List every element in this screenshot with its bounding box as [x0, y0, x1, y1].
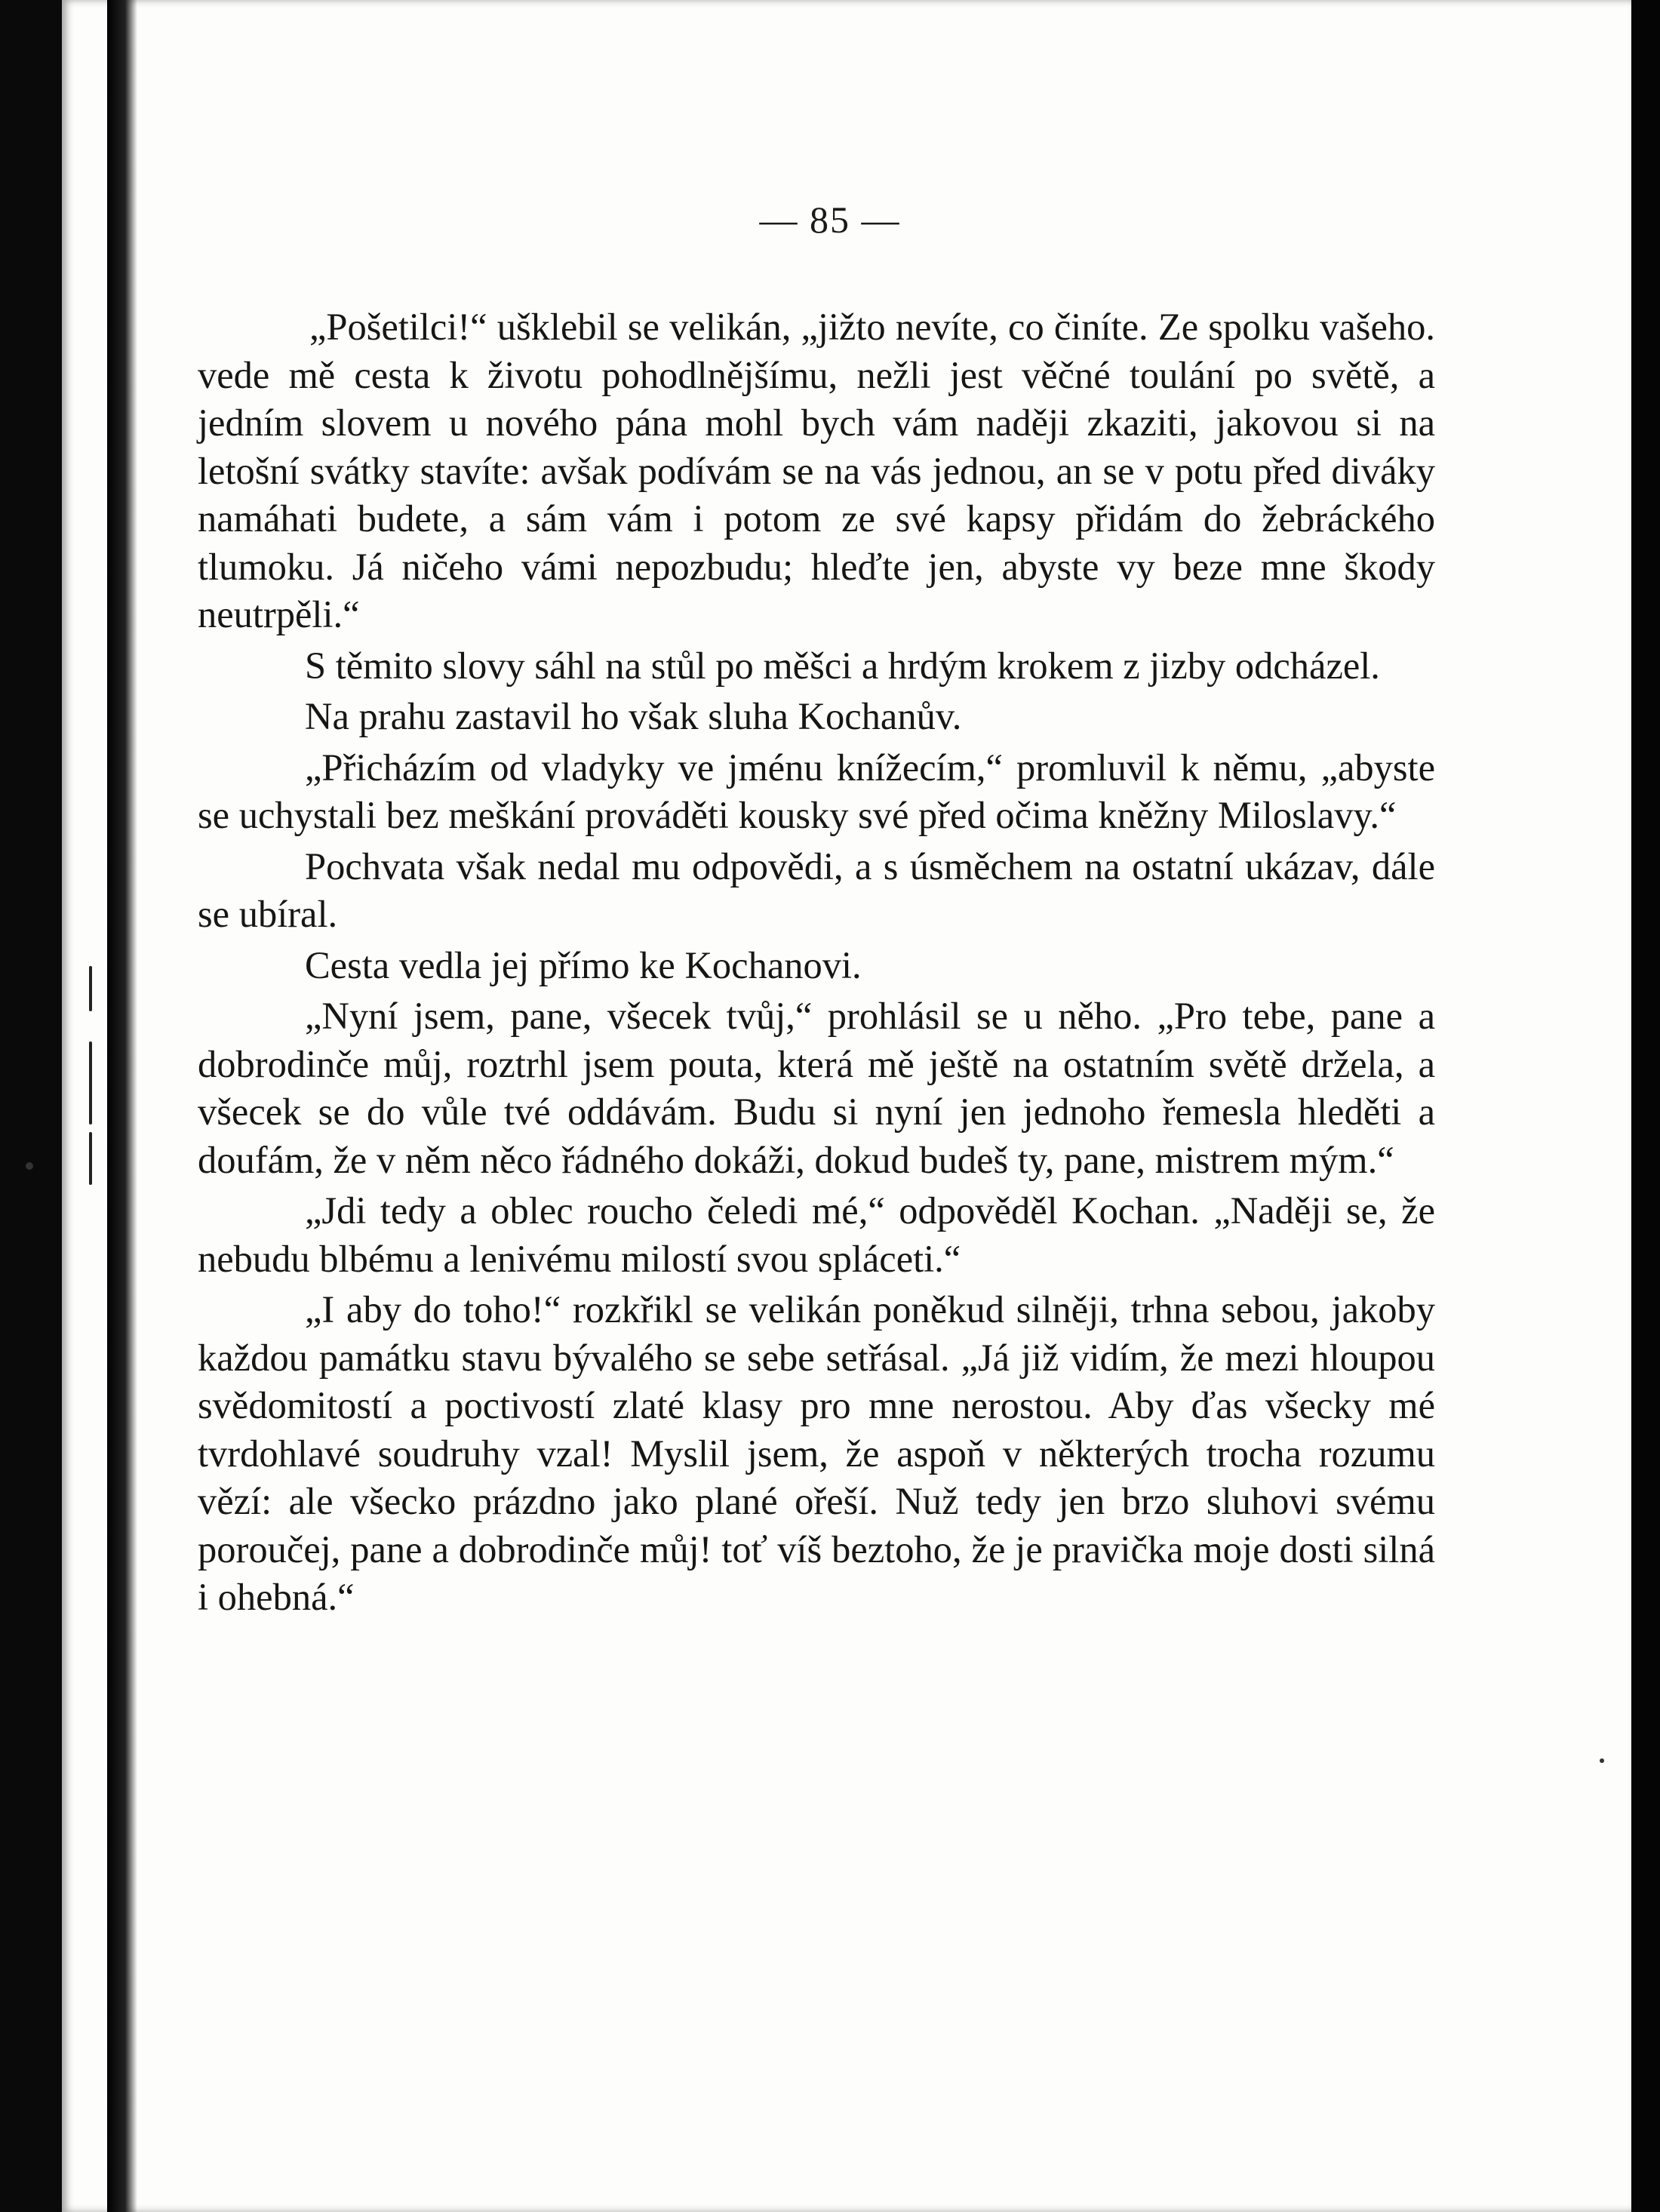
margin-mark: [89, 1041, 92, 1124]
paragraph: „Přicházím od vladyky ve jménu knížecím,“ promluvil k němu, „abyste se uchystali bez meškání prováděti kousky své před očima kněžny Miloslavy.“: [198, 746, 1435, 836]
margin-mark: [89, 966, 92, 1011]
scan-fleck: [26, 1162, 33, 1170]
binding-shadow: [107, 0, 137, 2212]
paragraph: S těmito slovy sáhl na stůl po měšci a hrdým krokem z jizby odcházel.: [305, 644, 1380, 687]
paragraph: Na prahu zastavil ho však sluha Kochanův.: [305, 695, 962, 737]
paragraph: „Nyní jsem, pane, všecek tvůj,“ prohlásil se u něho. „Pro tebe, pane a dobrodinče můj, roztrhl jsem pouta, která mě ještě na ostatním světě držela, a všecek se do vůle tvé oddávám. Budu si nyní jen jednoho řemesla hleděti a doufám, že v něm něco řádného dokáži, dokud budeš ty, pane, mistrem mým.“: [198, 995, 1435, 1181]
page-number: — 85 —: [759, 198, 901, 241]
paragraph: „I aby do toho!“ rozkřikl se velikán poněkud silněji, trhna sebou, jakoby každou památku stavu bývalého se sebe setřásal. „Já již vidím, že mezi hloupou svědomitostí a poctivostí zlaté klasy pro mne nerostou. Aby ďas všecky mé tvrdohlavé soudruhy vzal! Myslil jsem, že aspoň v některých trocha rozumu vězí: ale všecko prázdno jako plané ořeší. Nuž tedy jen brzo sluhovi svému poroučej, pane a dobrodinče můj! toť víš beztoho, že je pravička moje dosti silná i ohebná.“: [198, 1288, 1435, 1618]
paragraph: Pochvata však nedal mu odpovědi, a s úsměchem na ostatní ukázav, dále se ubíral.: [198, 844, 1435, 935]
paragraph: „Pošetilci!“ ušklebil se velikán, „jižto nevíte, co činíte. Ze spolku vašeho. vede mě cesta k životu pohodlnějšímu, nežli jest věčné toulání po světě, a jedním slovem u nového pána mohl bych vám naději zkaziti, jakovou si na letošní svátky stavíte: avšak podívám se na vás jednou, an se v potu před diváky namáhati budete, a sám vám i potom ze své kapsy přidám do žebráckého tlumoku. Já ničeho vámi nepozbudu; hleďte jen, abyste vy beze mne škody neutrpěli.“: [198, 306, 1435, 635]
paragraph: Cesta vedla jej přímo ke Kochanovi.: [305, 943, 862, 986]
right-scan-border: [1631, 0, 1660, 2212]
margin-mark: [89, 1132, 92, 1185]
body-text: [198, 303, 1435, 1625]
scan-fleck: [1600, 1758, 1604, 1763]
paragraph: „Jdi tedy a oblec roucho čeledi mé,“ odpověděl Kochan. „Naději se, že nebudu blbému a lenivému milostí svou spláceti.“: [198, 1189, 1435, 1280]
